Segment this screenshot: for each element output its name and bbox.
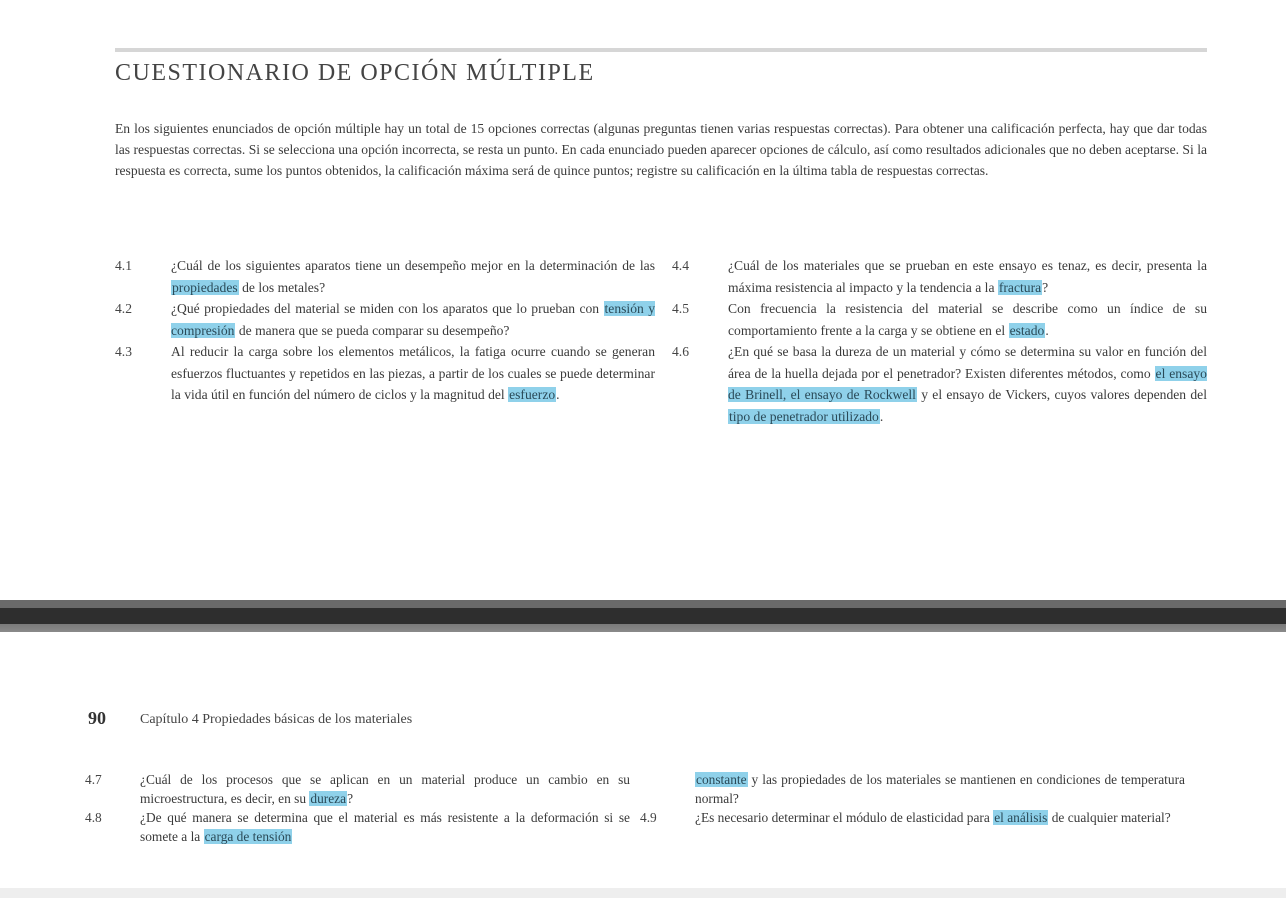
highlighted-answer: tipo de penetrador utilizado xyxy=(729,408,879,424)
question-item: 4.6 ¿En qué se basa la dureza de un material y cómo se determina su valor en función del área de la huella dejada por el penetrador? Existen diferentes métodos, como el ensayo de Brinell, el ensayo de Rockwell y el ensayo de Vickers, cuyos valores dependen del tipo de penetrador utilizado. xyxy=(672,341,1207,427)
question-item: 4.2 ¿Qué propiedades del material se miden con los aparatos que lo prueban con tensión y compresión de manera que se pueda comparar su desempeño? xyxy=(115,298,655,341)
intro-paragraph: En los siguientes enunciados de opción múltiple hay un total de 15 opciones correctas (algunas preguntas tienen varias respuestas correctas). Para obtener una calificación perfecta, hay que dar todas las respuestas correctas. Si se selecciona una opción incorrecta, se resta un punto. En cada enunciado pueden aparecer opciones de cálculo, así como resultados adicionales que no deben aceptarse. Si la respuesta es correcta, sume los puntos obtenidos, la calificación máxima será de quince puntos; registre su calificación en la última tabla de respuestas correctas. xyxy=(115,121,1207,178)
question-item: 4.5 Con frecuencia la resistencia del material se describe como un índice de su comportamiento frente a la carga y se obtiene en el estado. xyxy=(672,298,1207,341)
question-item: 4.4 ¿Cuál de los materiales que se prueban en este ensayo es tenaz, es decir, presenta la máxima resistencia al impacto y la tendencia a la fractura? xyxy=(672,255,1207,298)
page-number: 90 xyxy=(88,708,106,728)
question-number: 4.6 xyxy=(672,344,689,359)
question-number: 4.3 xyxy=(115,344,132,359)
highlighted-answer: estado xyxy=(1009,322,1045,338)
question-item: 4.7 ¿Cuál de los procesos que se aplican en un material produce un cambio en su microestructura, es decir, en su dureza? xyxy=(85,772,630,806)
question-number: 4.2 xyxy=(115,301,132,316)
highlighted-answer: fractura xyxy=(998,279,1042,295)
highlighted-answer: constante xyxy=(696,772,747,787)
question-number: 4.4 xyxy=(672,258,689,273)
lower-page xyxy=(0,632,1286,898)
question-number: 4.1 xyxy=(115,258,132,273)
page-bottom-edge xyxy=(0,888,1286,898)
highlighted-answer: carga de tensión xyxy=(204,829,292,844)
question-number: 4.9 xyxy=(640,810,657,825)
running-head: Capítulo 4 Propiedades básicas de los materiales xyxy=(140,712,413,727)
highlighted-answer: el ensayo de Brinell, el ensayo de Rockwell xyxy=(728,365,1207,402)
page-separator xyxy=(0,600,1286,632)
lower-right-column xyxy=(640,770,1185,827)
right-question-column xyxy=(672,255,1207,427)
highlighted-answer: tensión y compresión xyxy=(171,301,655,338)
highlighted-answer: propiedades xyxy=(172,279,238,295)
highlighted-answer: esfuerzo xyxy=(509,387,556,402)
section-rule xyxy=(115,48,1207,52)
question-item: 4.8 ¿De qué manera se determina que el material es más resistente a la deformación si se somete a la carga de tensión xyxy=(85,810,630,844)
question-number: 4.8 xyxy=(85,810,102,825)
section-title: CUESTIONARIO DE OPCIÓN MÚLTIPLE xyxy=(115,60,595,86)
highlighted-answer: el análisis xyxy=(994,810,1048,825)
question-number: 4.5 xyxy=(672,301,689,316)
question-item: 4.1 ¿Cuál de los siguientes aparatos tiene un desempeño mejor en la determinación de las propiedades de los metales? xyxy=(115,255,655,298)
left-question-column xyxy=(115,255,655,406)
question-continuation: constante y las propiedades de los materiales se mantienen en condiciones de temperatura normal? xyxy=(695,772,1185,806)
highlighted-answer: dureza xyxy=(310,791,347,806)
lower-left-column xyxy=(85,770,630,846)
question-item: 4.3 Al reducir la carga sobre los elementos metálicos, la fatiga ocurre cuando se generan esfuerzos fluctuantes y repetidos en las piezas, a partir de los cuales se puede determinar la vida útil en función del número de ciclos y la magnitud del esfuerzo. xyxy=(115,341,655,406)
question-number: 4.7 xyxy=(85,772,102,787)
question-item: 4.9 ¿Es necesario determinar el módulo de elasticidad para el análisis de cualquier material? xyxy=(640,810,1171,825)
